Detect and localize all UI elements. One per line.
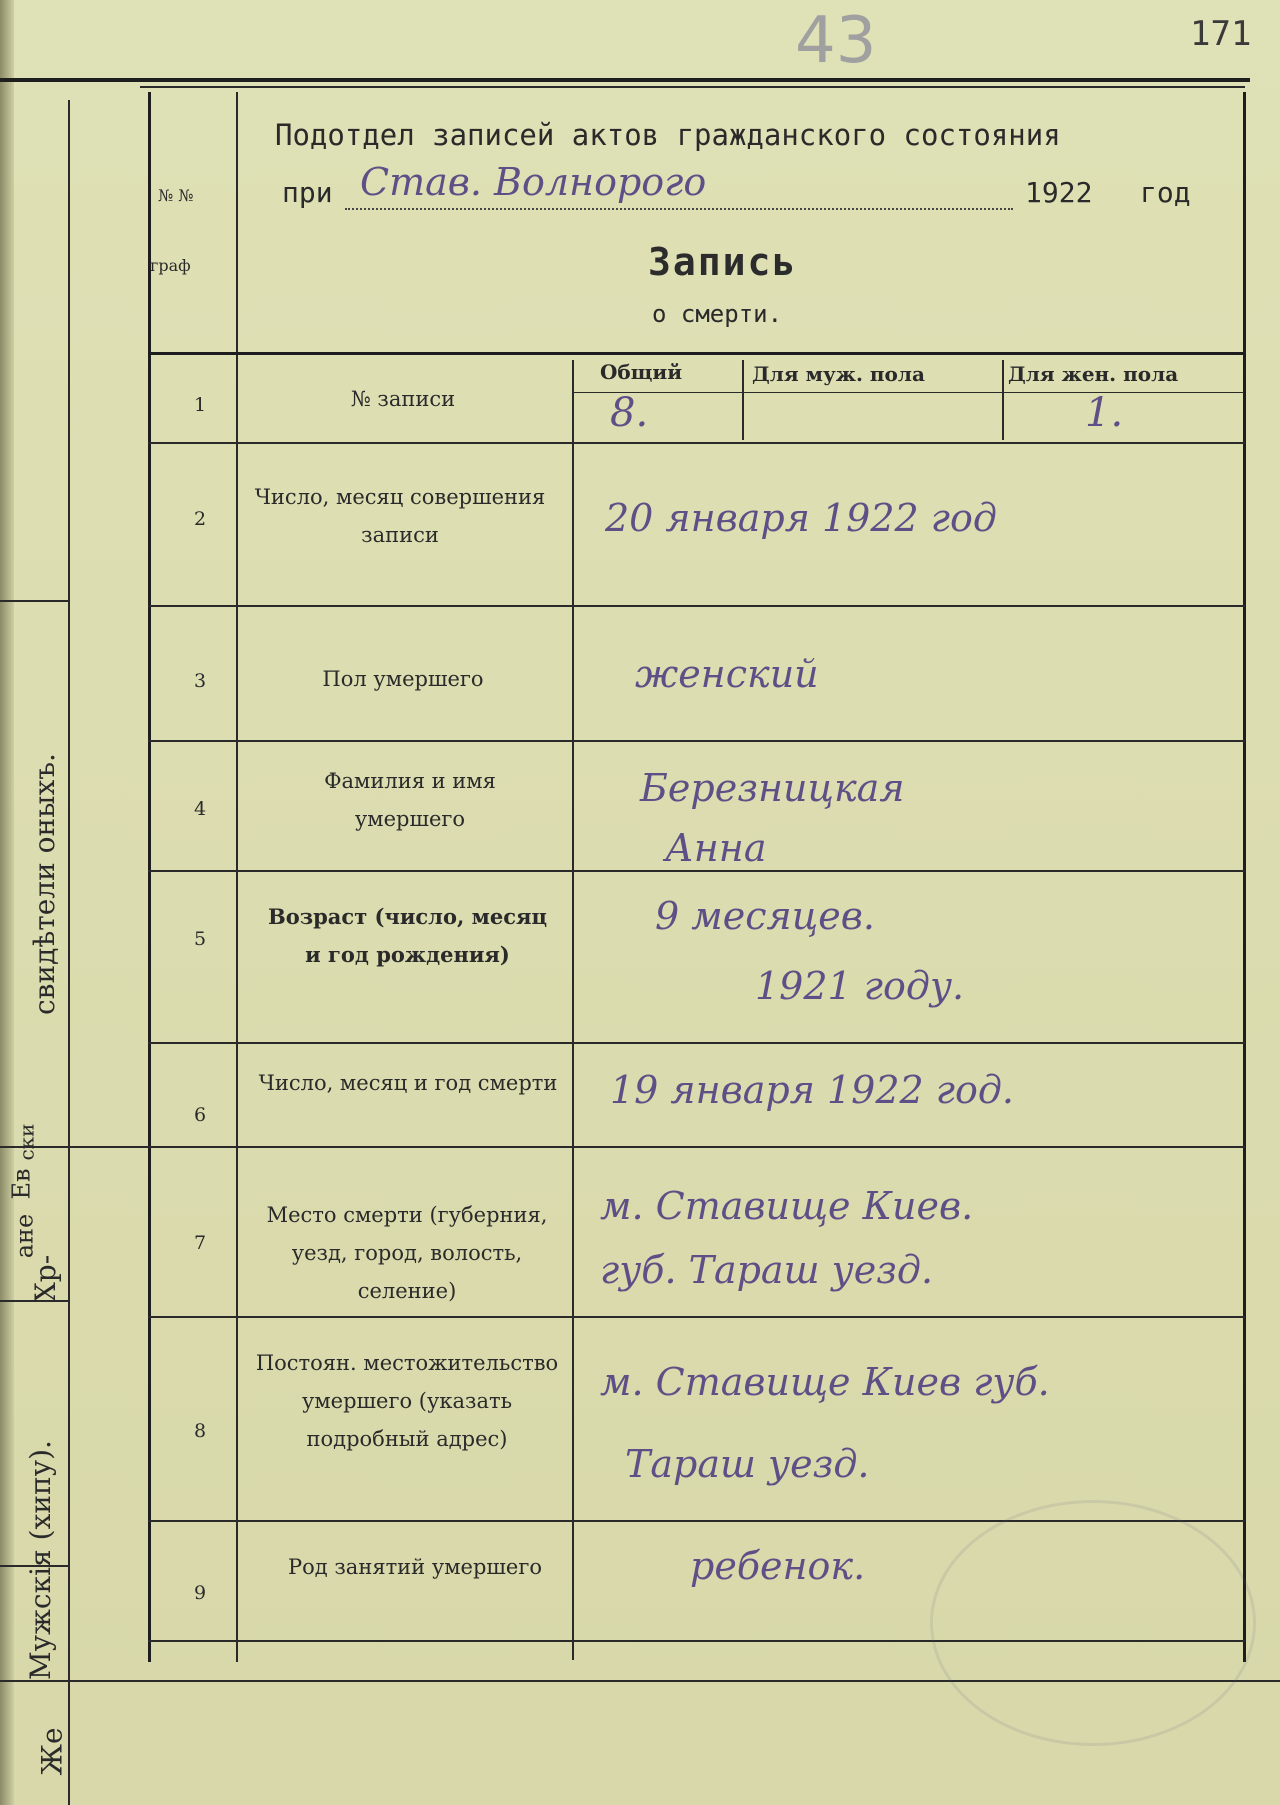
- header-line1: Подотдел записей актов гражданского состояния: [275, 118, 1061, 152]
- header-prefix: при: [282, 176, 333, 209]
- faded-stamp: [930, 1500, 1256, 1746]
- row-rule-7: [148, 1316, 1245, 1318]
- column-header-rule: [574, 392, 1244, 393]
- row-5-value-line2: 1921 году.: [755, 964, 965, 1008]
- row-5-number: 5: [193, 928, 207, 950]
- row-6-value: 19 января 1922 год.: [610, 1068, 1014, 1112]
- margin-text-witnesses: свидѣтели оныхъ.: [28, 753, 61, 1015]
- row-1-number: 1: [193, 394, 207, 416]
- row-4-number: 4: [193, 798, 207, 820]
- row-8-value-line1: м. Ставище Киев губ.: [600, 1360, 1050, 1404]
- header-location: Став. Волнорого: [360, 160, 707, 204]
- female-column-rule: [1002, 360, 1004, 440]
- margin-text-female: Же: [35, 1727, 69, 1776]
- row-3-label: Пол умершего: [322, 667, 484, 691]
- binding-edge: [0, 0, 14, 1805]
- row-5-label: Возраст (число, месяц и год рождения): [267, 904, 548, 967]
- margin-text-col2-d: ски: [14, 1123, 39, 1161]
- row-5-value-line1: 9 месяцев.: [655, 894, 875, 938]
- row-6-label: Число, месяц и год смерти: [258, 1071, 558, 1095]
- row-2-value: 20 января 1922 год: [605, 496, 997, 540]
- header-subtitle: о смерти.: [652, 300, 783, 328]
- row-4-label: Фамилия и имя умершего: [324, 769, 496, 831]
- margin-rule-h1: [0, 600, 68, 602]
- row-8-value-line2: Тараш уезд.: [625, 1442, 870, 1486]
- row-3-value: женский: [635, 652, 819, 696]
- row-2-label: Число, месяц совершения записи: [254, 485, 546, 547]
- margin-text-male: Мужскія (хипу).: [24, 1440, 57, 1680]
- row-1-total-value: 8.: [610, 390, 649, 436]
- column-header-male: Для муж. пола: [752, 362, 925, 386]
- male-column-rule: [742, 360, 744, 440]
- value-column-rule: [572, 360, 574, 1660]
- archive-page-number: 171: [1190, 14, 1252, 54]
- row-7-label: Место смерти (губерния, уезд, город, волость, селение): [266, 1203, 548, 1303]
- row-2-number: 2: [193, 508, 207, 530]
- row-9-label: Род занятий умершего: [287, 1555, 543, 1579]
- header-year: 1922: [1025, 176, 1093, 209]
- row-1-female-value: 1.: [1085, 390, 1124, 436]
- row-3-number: 3: [193, 670, 207, 692]
- row-4-value-line2: Анна: [665, 826, 767, 870]
- graph-header-graf: граф: [150, 256, 191, 275]
- margin-text-col2-c: Ев: [7, 1168, 36, 1200]
- graph-header-nn: № №: [158, 186, 194, 205]
- row-rule-1: [148, 442, 1245, 444]
- row-rule-3: [148, 740, 1245, 742]
- row-7-value-line1: м. Ставище Киев.: [600, 1184, 974, 1228]
- margin-text-col2-a: Хр-: [29, 1254, 63, 1303]
- header-year-suffix: год: [1140, 176, 1191, 209]
- pencil-number: 43: [795, 4, 877, 78]
- margin-text-col2-b: ане: [10, 1213, 39, 1259]
- row-9-value: ребенок.: [690, 1544, 866, 1588]
- header-title: Запись: [648, 240, 798, 284]
- top-border-rule-2: [140, 86, 1245, 88]
- header-bottom-rule: [148, 352, 1245, 355]
- row-6-number: 6: [193, 1104, 207, 1126]
- row-rule-2: [148, 605, 1245, 607]
- row-rule-5: [148, 1042, 1245, 1044]
- row-9-number: 9: [193, 1582, 207, 1604]
- row-4-value-line1: Березницкая: [640, 766, 905, 810]
- header-location-dots: [345, 208, 1013, 210]
- column-header-female: Для жен. пола: [1008, 362, 1179, 386]
- row-7-value-line2: губ. Тараш уезд.: [600, 1248, 934, 1292]
- row-8-number: 8: [193, 1420, 207, 1442]
- table-right-border: [1243, 92, 1246, 1662]
- column-header-total: Общий: [600, 360, 683, 384]
- margin-rule-1: [68, 100, 70, 1805]
- top-border-rule: [0, 78, 1250, 82]
- row-rule-6: [0, 1146, 1245, 1148]
- row-8-label: Постоян. местожительство умершего (указать подробный адрес): [255, 1351, 559, 1451]
- row-1-label: № записи: [350, 387, 456, 411]
- row-7-number: 7: [193, 1232, 207, 1254]
